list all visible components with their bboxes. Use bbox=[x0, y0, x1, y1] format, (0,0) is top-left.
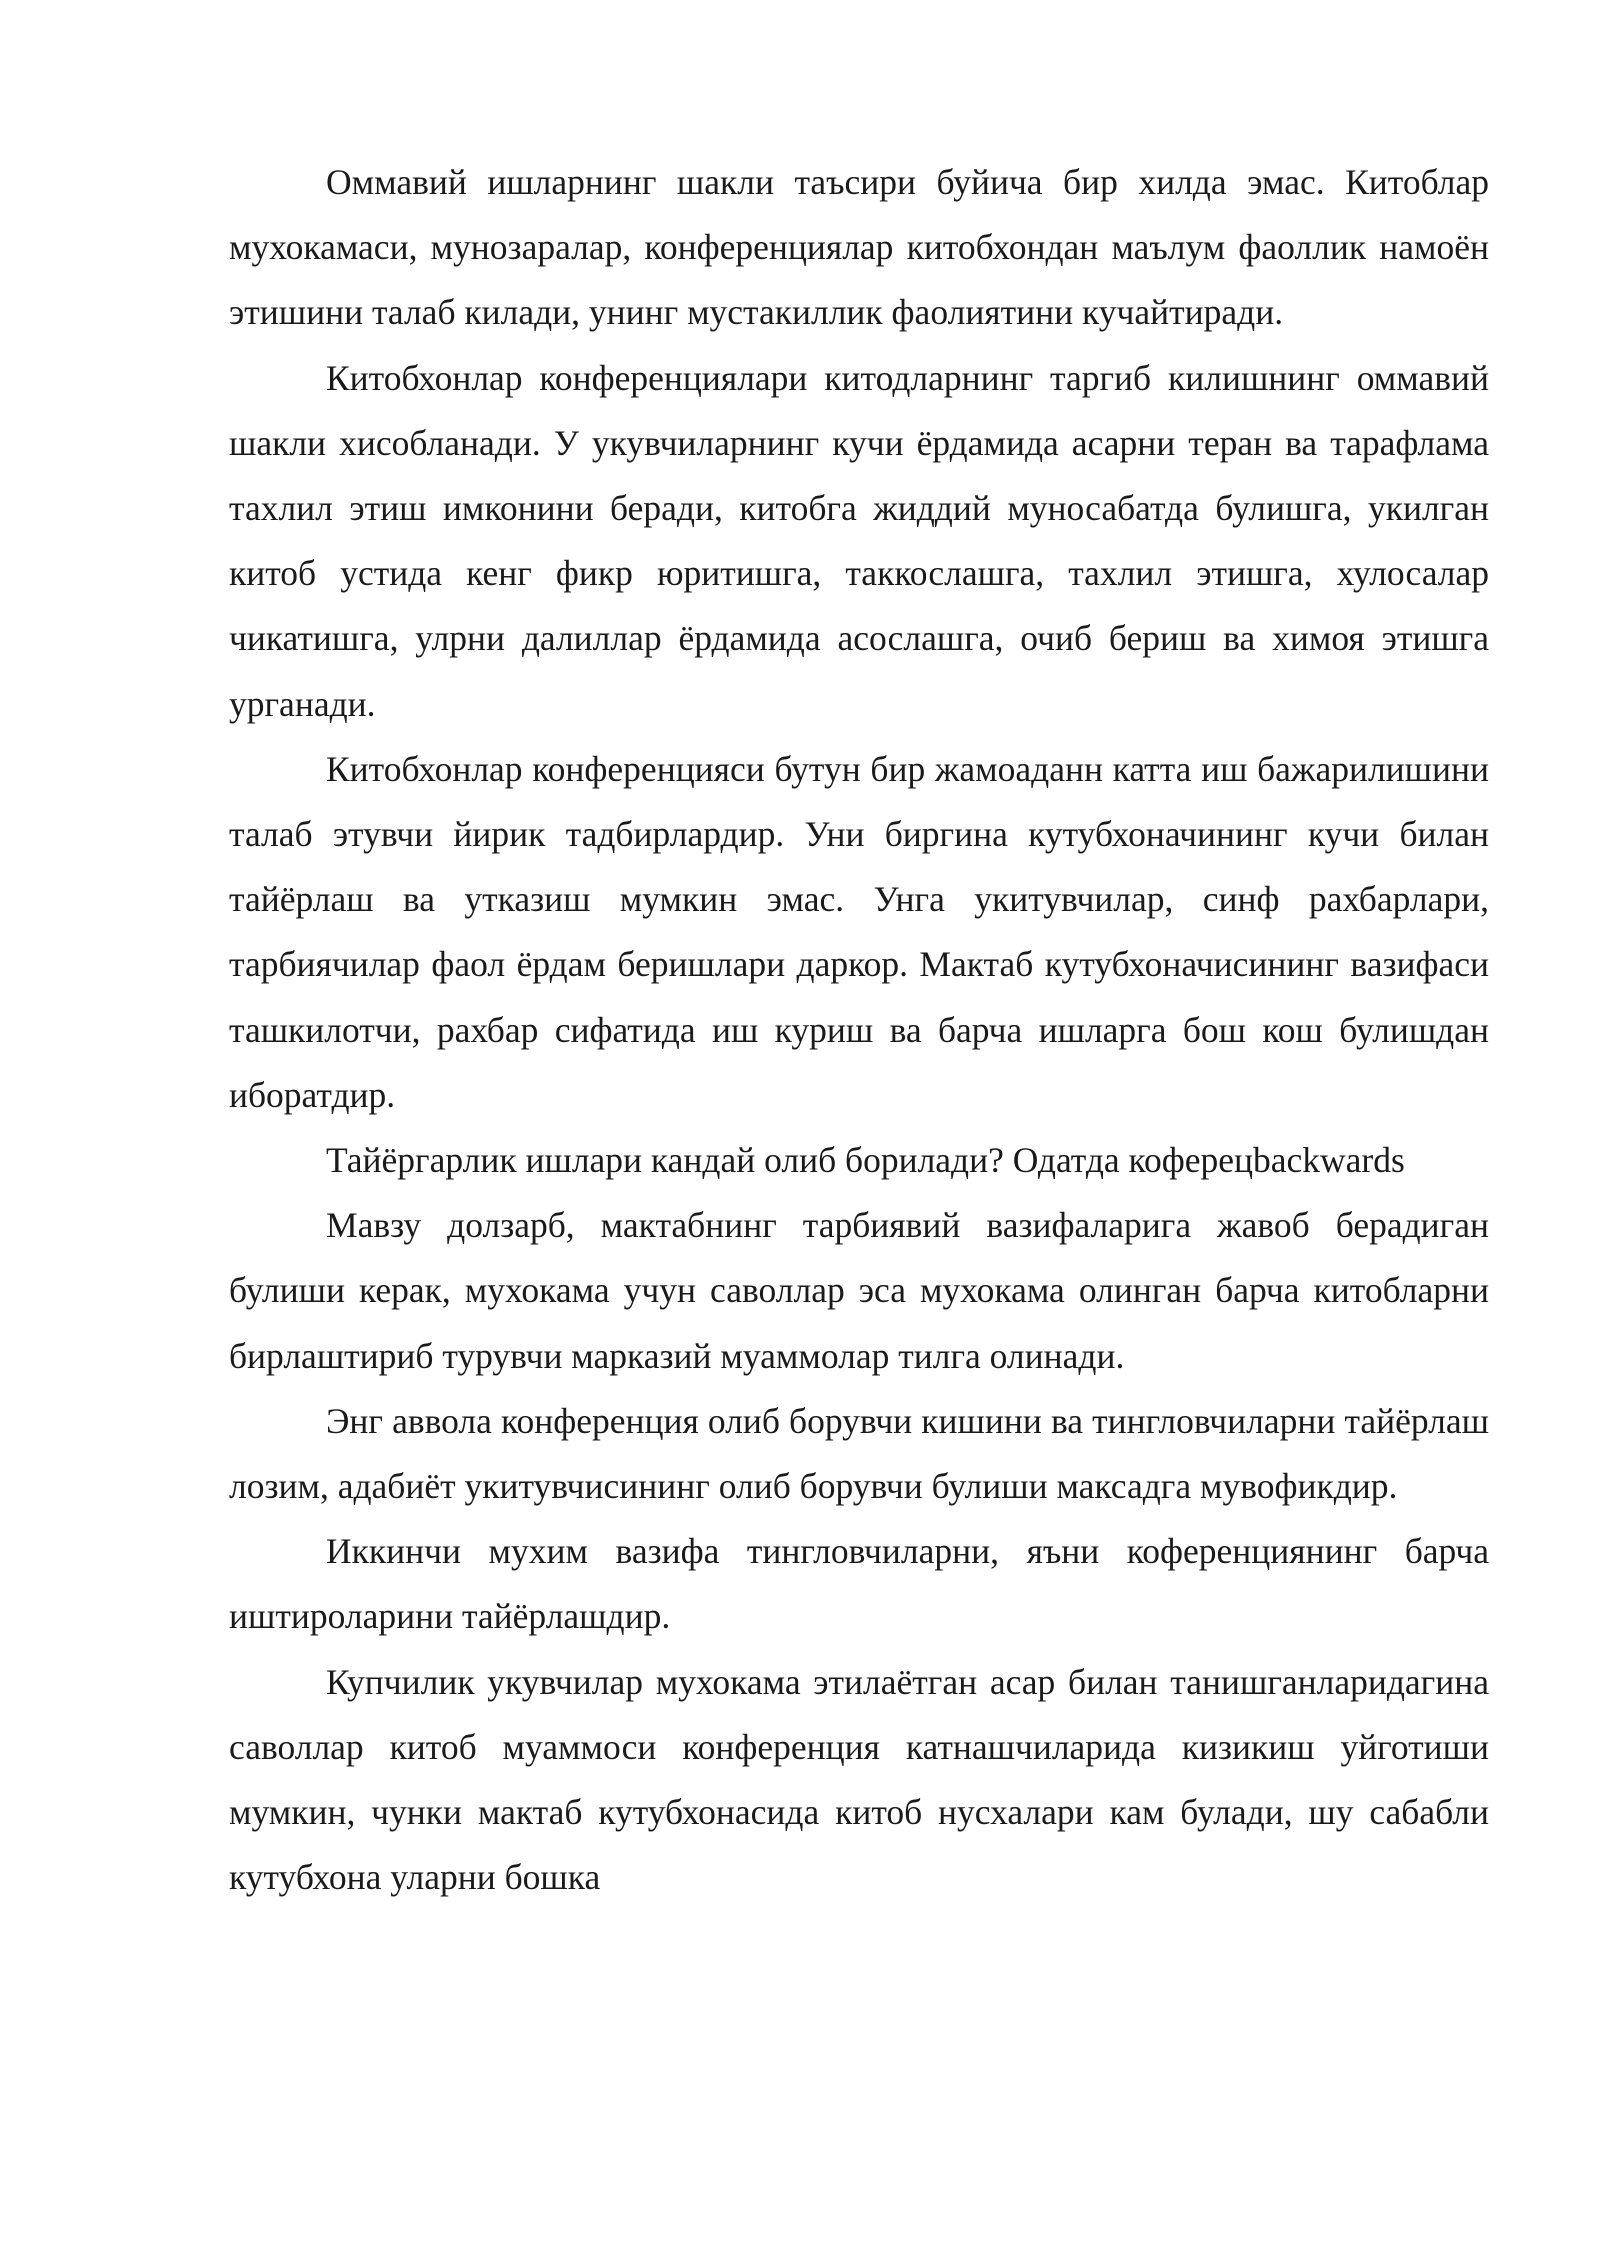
document-body bbox=[229, 150, 1489, 1910]
paragraph: Китобхонлар конференцияси бутун бир жамоаданн катта иш бажарилишини талаб этувчи йирик тадбирлардир. Уни биргина кутубхоначининг кучи билан тайёрлаш ва утказиш мумкин эмас. Унга укитувчилар, синф рахбарлари, тарбиячилар фаол ёрдам беришлари даркор. Мактаб кутубхоначисининг вазифаси ташкилотчи, рахбар сифатида иш куриш ва барча ишларга бош кош булишдан иборатдир. bbox=[229, 748, 1489, 1115]
paragraph: Купчилик укувчилар мухокама этилаётган асар билан танишганларидагина саволлар китоб муаммоси конференция катнашчиларида кизикиш уйготиши мумкин, чунки мактаб кутубхонасида китоб нусхалари кам булади, шу сабабли кутубхона уларни бошка bbox=[229, 1661, 1489, 1898]
paragraph: Оммавий ишларнинг шакли таъсири буйича бир хилда эмас. Китоблар мухокамаси, мунозаралар, конференциялар китобхондан маълум фаоллик намоён этишини талаб килади, унинг мустакиллик фаолиятини кучайтиради. bbox=[229, 162, 1489, 333]
paragraph: Мавзу долзарб, мактабнинг тарбиявий вазифаларига жавоб берадиган булиши керак, мухокама учун саволлар эса мухокама олинган барча китобларни бирлаштириб турувчи марказий муаммолар тилга олинади. bbox=[229, 1205, 1489, 1376]
paragraph: Иккинчи мухим вазифа тингловчиларни, яъни коференциянинг барча иштироларини тайёрлашдир. bbox=[229, 1531, 1489, 1637]
paragraph: Энг аввола конференция олиб борувчи кишини ва тингловчиларни тайёрлаш лозим, адабиёт укитувчисининг олиб борувчи булиши максадга мувофикдир. bbox=[229, 1400, 1489, 1507]
paragraph: Китобхонлар конференциялари китодларнинг таргиб килишнинг оммавий шакли хисобланади. У укувчиларнинг кучи ёрдамида асарни теран ва тарафлама тахлил этиш имконини беради, китобга жиддий муносабатда булишга, укилган китоб устида кенг фикр юритишга, таккослашга, тахлил этишга, хулосалар чикатишга, улрни далиллар ёрдамида асослашга, очиб бериш ва химоя этишга урганади. bbox=[229, 357, 1489, 724]
paragraph: Тайёргарлик ишлари кандай олиб борилади? Одатда коферецbackwards bbox=[326, 1140, 1405, 1181]
